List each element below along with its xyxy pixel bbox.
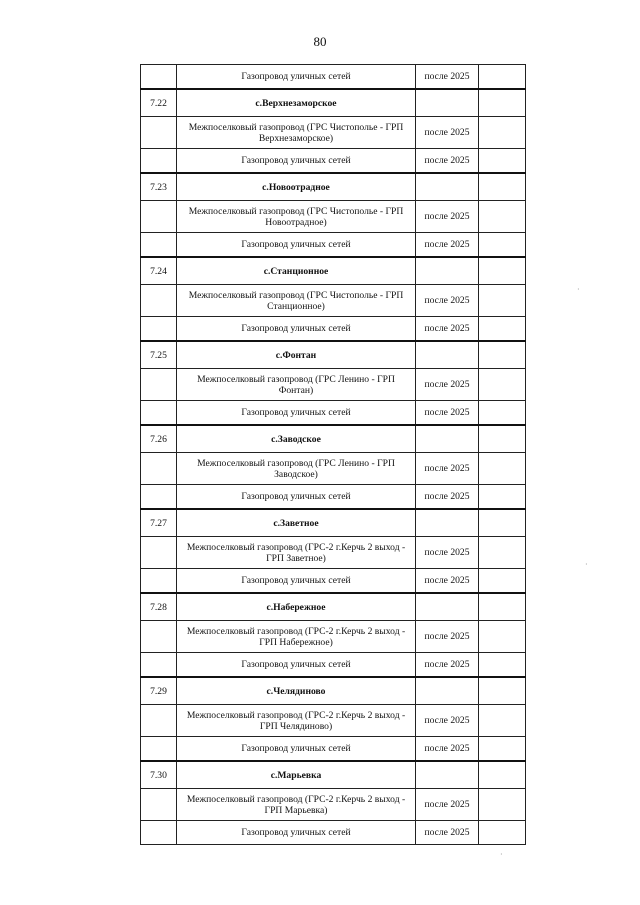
table-row [141,369,526,401]
extra-cell [479,285,526,317]
section-number: 7.28 [141,593,177,621]
settlement-name: с.Фонтан [177,341,416,369]
table-row [141,285,526,317]
item-name: Газопровод уличных сетей [177,485,416,510]
scan-speck: · [500,850,503,859]
settlement-row [141,173,526,201]
num-cell [141,653,177,678]
extra-cell [479,317,526,342]
term-cell [416,509,479,537]
term-cell [416,761,479,789]
table-row [141,317,526,342]
scan-speck: · [577,285,580,294]
item-name: Межпоселковый газопровод (ГРС Ленино - ГРП Заводское) [177,453,416,485]
extra-cell [479,173,526,201]
item-name: Межпоселковый газопровод (ГРС-2 г.Керчь 2 выход - ГРП Набережное) [177,621,416,653]
term-cell [416,173,479,201]
table-row [141,117,526,149]
extra-cell [479,453,526,485]
extra-cell [479,257,526,285]
section-number: 7.30 [141,761,177,789]
extra-cell [479,537,526,569]
num-cell [141,789,177,821]
settlement-name: с.Заводское [177,425,416,453]
item-name: Межпоселковый газопровод (ГРС Ленино - ГРП Фонтан) [177,369,416,401]
item-name: Газопровод уличных сетей [177,65,416,90]
extra-cell [479,569,526,594]
extra-cell [479,821,526,845]
num-cell [141,285,177,317]
item-name: Газопровод уличных сетей [177,653,416,678]
section-number: 7.25 [141,341,177,369]
section-number: 7.27 [141,509,177,537]
item-term: после 2025 [416,149,479,174]
extra-cell [479,789,526,821]
item-term: после 2025 [416,453,479,485]
settlement-name: с.Набережное [177,593,416,621]
item-term: после 2025 [416,569,479,594]
item-name: Газопровод уличных сетей [177,737,416,762]
table-row [141,621,526,653]
table-row [141,653,526,678]
settlement-row [141,761,526,789]
item-term: после 2025 [416,621,479,653]
settlement-row [141,257,526,285]
item-term: после 2025 [416,789,479,821]
table-row [141,453,526,485]
section-number: 7.26 [141,425,177,453]
settlement-name: с.Новоотрадное [177,173,416,201]
settlement-row [141,425,526,453]
settlement-row [141,89,526,117]
extra-cell [479,201,526,233]
num-cell [141,821,177,845]
extra-cell [479,233,526,258]
term-cell [416,593,479,621]
extra-cell [479,341,526,369]
gasification-table [140,64,526,845]
num-cell [141,737,177,762]
item-name: Газопровод уличных сетей [177,317,416,342]
settlement-row [141,509,526,537]
num-cell [141,369,177,401]
table-row-lead [141,65,526,90]
item-name: Межпоселковый газопровод (ГРС-2 г.Керчь 2 выход - ГРП Челядиново) [177,705,416,737]
num-cell [141,705,177,737]
table-row [141,737,526,762]
item-name: Межпоселковый газопровод (ГРС Чистополье - ГРП Станционное) [177,285,416,317]
extra-cell [479,149,526,174]
num-cell [141,317,177,342]
page-number: 80 [313,34,327,49]
table-row [141,485,526,510]
num-cell [141,453,177,485]
section-number: 7.23 [141,173,177,201]
item-term: после 2025 [416,233,479,258]
table-row [141,401,526,426]
item-name: Межпоселковый газопровод (ГРС-2 г.Керчь 2 выход - ГРП Марьевка) [177,789,416,821]
extra-cell [479,677,526,705]
num-cell [141,233,177,258]
settlement-name: с.Заветное [177,509,416,537]
item-term: после 2025 [416,201,479,233]
item-term: после 2025 [416,369,479,401]
settlement-row [141,341,526,369]
num-cell [141,537,177,569]
num-cell [141,117,177,149]
item-term: после 2025 [416,285,479,317]
table-row [141,149,526,174]
table-body [141,65,526,845]
settlement-name: с.Верхнезаморское [177,89,416,117]
extra-cell [479,65,526,90]
term-cell [416,425,479,453]
term-cell [416,257,479,285]
table-row [141,789,526,821]
item-term: после 2025 [416,537,479,569]
extra-cell [479,89,526,117]
table-row [141,233,526,258]
num-cell [141,569,177,594]
num-cell [141,65,177,90]
term-cell [416,677,479,705]
num-cell [141,201,177,233]
num-cell [141,621,177,653]
item-term: после 2025 [416,737,479,762]
num-cell [141,149,177,174]
extra-cell [479,425,526,453]
item-term: после 2025 [416,705,479,737]
item-term: после 2025 [416,65,479,90]
extra-cell [479,705,526,737]
section-number: 7.24 [141,257,177,285]
item-name: Межпоселковый газопровод (ГРС Чистополье - ГРП Новоотрадное) [177,201,416,233]
extra-cell [479,737,526,762]
item-name: Газопровод уличных сетей [177,569,416,594]
extra-cell [479,653,526,678]
extra-cell [479,509,526,537]
item-term: после 2025 [416,653,479,678]
term-cell [416,341,479,369]
table-row [141,201,526,233]
term-cell [416,89,479,117]
item-name: Газопровод уличных сетей [177,233,416,258]
section-number: 7.22 [141,89,177,117]
table-row [141,821,526,845]
item-term: после 2025 [416,117,479,149]
table-row [141,705,526,737]
settlement-row [141,677,526,705]
extra-cell [479,621,526,653]
settlement-name: с.Станционное [177,257,416,285]
extra-cell [479,401,526,426]
settlement-row [141,593,526,621]
item-name: Межпоселковый газопровод (ГРС-2 г.Керчь 2 выход - ГРП Заветное) [177,537,416,569]
num-cell [141,401,177,426]
table-row [141,537,526,569]
item-term: после 2025 [416,821,479,845]
settlement-name: с.Челядиново [177,677,416,705]
section-number: 7.29 [141,677,177,705]
settlement-name: с.Марьевка [177,761,416,789]
extra-cell [479,485,526,510]
extra-cell [479,593,526,621]
item-name: Газопровод уличных сетей [177,149,416,174]
item-term: после 2025 [416,317,479,342]
table-row [141,569,526,594]
num-cell [141,485,177,510]
item-term: после 2025 [416,401,479,426]
item-name: Газопровод уличных сетей [177,401,416,426]
item-name: Межпоселковый газопровод (ГРС Чистополье - ГРП Верхнезаморское) [177,117,416,149]
scan-speck: · [585,560,588,569]
extra-cell [479,117,526,149]
extra-cell [479,761,526,789]
item-term: после 2025 [416,485,479,510]
item-name: Газопровод уличных сетей [177,821,416,845]
extra-cell [479,369,526,401]
